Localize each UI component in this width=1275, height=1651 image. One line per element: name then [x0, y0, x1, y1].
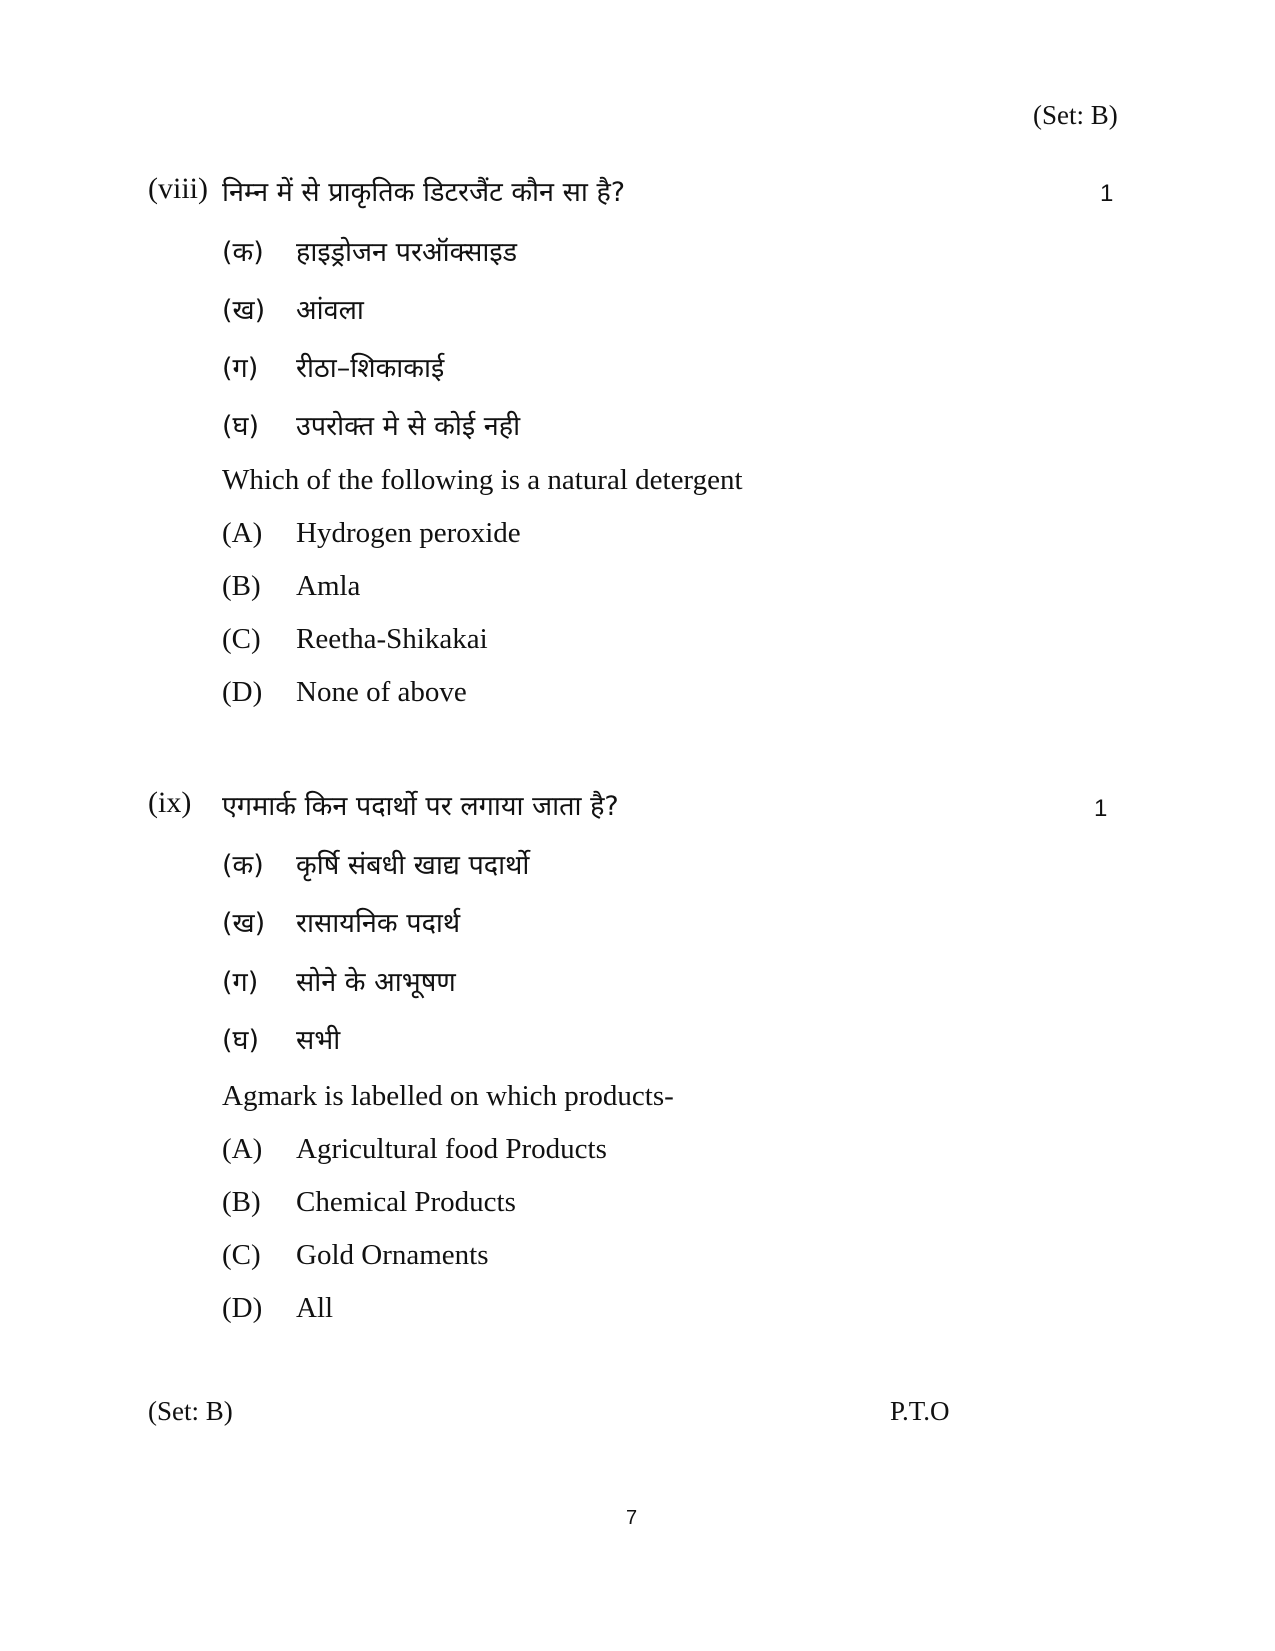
option-text: Gold Ornaments	[296, 1239, 489, 1271]
option-label: (D)	[222, 676, 263, 708]
question-text-english: Which of the following is a natural detergent	[222, 464, 743, 496]
option-label: (D)	[222, 1292, 263, 1324]
pto-label: P.T.O	[890, 1396, 950, 1426]
option-text: रीठा–शिकाकाई	[296, 353, 445, 384]
option-label: (ग)	[222, 353, 259, 384]
page-number: 7	[626, 1507, 638, 1529]
option-label: (C)	[222, 623, 261, 655]
option-text: कृर्षि संबधी खाद्य पदार्थो	[296, 850, 530, 881]
option-label: (क)	[222, 850, 264, 881]
option-text: उपरोक्त मे से कोई नही	[296, 411, 521, 442]
option-text: Amla	[296, 570, 361, 602]
option-text: आंवला	[296, 295, 364, 326]
option-label: (A)	[222, 517, 263, 549]
question-number: (viii)	[148, 172, 208, 205]
option-text: Hydrogen peroxide	[296, 517, 521, 549]
option-label: (ग)	[222, 967, 259, 998]
option-text: Reetha-Shikakai	[296, 623, 488, 655]
question-text-english: Agmark is labelled on which products-	[222, 1080, 674, 1112]
option-label: (B)	[222, 1186, 261, 1218]
question-text-hindi: निम्न में से प्राकृतिक डिटरजैंट कौन सा है?	[222, 177, 626, 208]
option-label: (घ)	[222, 411, 260, 442]
question-number: (ix)	[148, 786, 192, 819]
option-label: (B)	[222, 570, 261, 602]
option-text: सभी	[296, 1025, 341, 1056]
option-text: None of above	[296, 676, 467, 708]
option-text: Agricultural food Products	[296, 1133, 607, 1165]
option-label: (ख)	[222, 295, 266, 326]
option-text: All	[296, 1292, 334, 1324]
option-text: सोने के आभूषण	[296, 967, 456, 998]
option-text: Chemical Products	[296, 1186, 516, 1218]
option-label: (C)	[222, 1239, 261, 1271]
option-label: (क)	[222, 237, 264, 268]
question-text-hindi: एगमार्क किन पदार्थो पर लगाया जाता है?	[222, 791, 619, 822]
option-text: हाइड्रोजन परऑक्साइड	[296, 237, 518, 268]
option-text: रासायनिक पदार्थ	[296, 908, 461, 939]
question-marks: 1	[1094, 795, 1108, 822]
option-label: (घ)	[222, 1025, 260, 1056]
set-label-top: (Set: B)	[1033, 100, 1118, 130]
question-marks: 1	[1100, 180, 1114, 207]
set-label-footer: (Set: B)	[148, 1396, 233, 1426]
option-label: (ख)	[222, 908, 266, 939]
option-label: (A)	[222, 1133, 263, 1165]
